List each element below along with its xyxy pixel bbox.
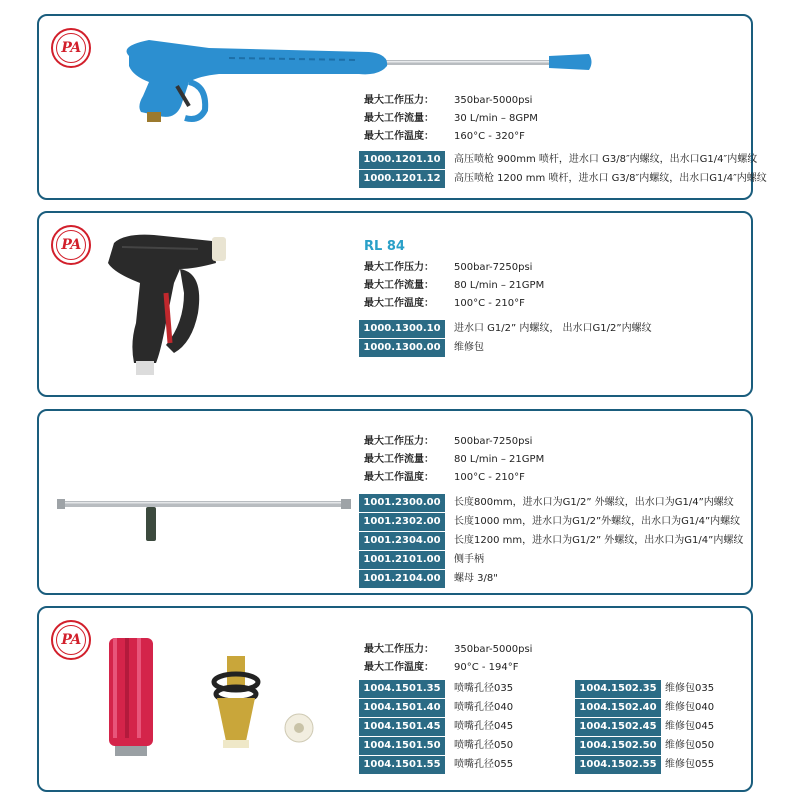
pa-logo: PA xyxy=(51,225,91,265)
pa-logo: PA xyxy=(51,620,91,660)
product-description: 喷嘴孔径055 xyxy=(454,759,514,770)
product-code: 1001.2104.00 xyxy=(359,570,445,588)
pa-logo: PA xyxy=(51,28,91,68)
product-code: 1004.1501.35 xyxy=(359,680,445,698)
product-description: 进水口 G1/2” 内螺纹， 出水口G1/2”内螺纹 xyxy=(454,323,652,334)
product-description: 维修包040 xyxy=(665,702,715,713)
product-description: 喷嘴孔径040 xyxy=(454,702,514,713)
product-description: 螺母 3/8" xyxy=(454,573,498,584)
product-code: 1004.1502.50 xyxy=(575,737,661,755)
product-description: 长度1000 mm，进水口为G1/2”外螺纹，出水口为G1/4”内螺纹 xyxy=(454,516,741,527)
product-card-spray-gun-lance: PA 最大工作压力： 350bar-5000psi 最大工作流量： 30 L/min – 8GPM 最大工作温度： 160°C - 320°F 1000.1201.10 高压喷枪 900mm 喷杆，进水口 G3/8″内螺纹，出水口G1/4″内螺纹 1000.1201.12 高压喷枪 1200 mm 喷杆，进水口 G3/8″内螺纹，出水口G1/4″内螺纹 xyxy=(37,14,753,200)
product-code: 1000.1201.10 xyxy=(359,151,445,169)
product-description: 维修包055 xyxy=(665,759,715,770)
product-card-lance: 最大工作压力： 500bar-7250psi 最大工作流量： 80 L/min – 21GPM 最大工作温度： 100°C - 210°F 1001.2300.00 长度800mm，进水口为G1/2” 外螺纹，出水口为G1/4”内螺纹 1001.2302.00 长度1000 mm，进水口为G1/2”外螺纹，出水口为G1/4”内螺纹 1001.2304.00 长度1200 mm，进水口为G1/2” 外螺纹，出水口为G1/4”内螺纹 1001.2101.00 侧手柄 1001.2104.00 螺母 3/8" xyxy=(37,409,753,595)
product-description: 喷嘴孔径045 xyxy=(454,721,514,732)
product-code: 1004.1502.40 xyxy=(575,699,661,717)
product-code: 1004.1501.40 xyxy=(359,699,445,717)
product-description: 喷嘴孔径050 xyxy=(454,740,514,751)
product-code: 1004.1501.45 xyxy=(359,718,445,736)
product-description: 长度1200 mm，进水口为G1/2” 外螺纹，出水口为G1/4”内螺纹 xyxy=(454,535,744,546)
product-code: 1004.1502.55 xyxy=(575,756,661,774)
product-description: 喷嘴孔径035 xyxy=(454,683,514,694)
product-description: 维修包035 xyxy=(665,683,715,694)
product-code: 1004.1502.45 xyxy=(575,718,661,736)
product-description: 高压喷枪 900mm 喷杆，进水口 G3/8″内螺纹，出水口G1/4″内螺纹 xyxy=(454,154,758,165)
product-card-nozzles: PA 最大工作压力： 350bar-5000psi 最大工作温度： 90°C - 194°F 1004.1501.35 喷嘴孔径035 1004.1501.40 喷嘴孔径040 1004.1501.45 喷嘴孔径045 1004.1501.50 喷嘴孔径050 1004.1501.55 喷嘴孔径055 1004.1502.35 维修包035 1004.1502.40 维修包040 1004.1502.45 维修包045 1004.1502.50 维修包050 1004.1502.55 维修包055 xyxy=(37,606,753,792)
product-description: 高压喷枪 1200 mm 喷杆，进水口 G3/8″内螺纹，出水口G1/4″内螺纹 xyxy=(454,173,767,184)
product-card-rl84: PA RL 84 最大工作压力： 500bar-7250psi 最大工作流量： 80 L/min – 21GPM 最大工作温度： 100°C - 210°F 1000.1300.10 进水口 G1/2” 内螺纹， 出水口G1/2”内螺纹 1000.1300.00 维修包 xyxy=(37,211,753,397)
product-code: 1004.1501.50 xyxy=(359,737,445,755)
product-code: 1001.2300.00 xyxy=(359,494,445,512)
product-code: 1004.1502.35 xyxy=(575,680,661,698)
product-description: 维修包 xyxy=(454,342,484,353)
black-trigger-gun-image xyxy=(94,223,244,383)
product-code: 1004.1501.55 xyxy=(359,756,445,774)
product-description: 长度800mm，进水口为G1/2” 外螺纹，出水口为G1/4”内螺纹 xyxy=(454,497,734,508)
model-name: RL 84 xyxy=(364,239,405,254)
product-description: 维修包045 xyxy=(665,721,715,732)
lance-image xyxy=(57,495,357,545)
product-description: 侧手柄 xyxy=(454,554,484,565)
product-description: 维修包050 xyxy=(665,740,715,751)
product-code: 1001.2304.00 xyxy=(359,532,445,550)
nozzle-parts-image xyxy=(99,628,349,778)
product-code: 1000.1300.00 xyxy=(359,339,445,357)
product-code: 1001.2302.00 xyxy=(359,513,445,531)
product-code: 1000.1300.10 xyxy=(359,320,445,338)
product-code: 1001.2101.00 xyxy=(359,551,445,569)
product-code: 1000.1201.12 xyxy=(359,170,445,188)
